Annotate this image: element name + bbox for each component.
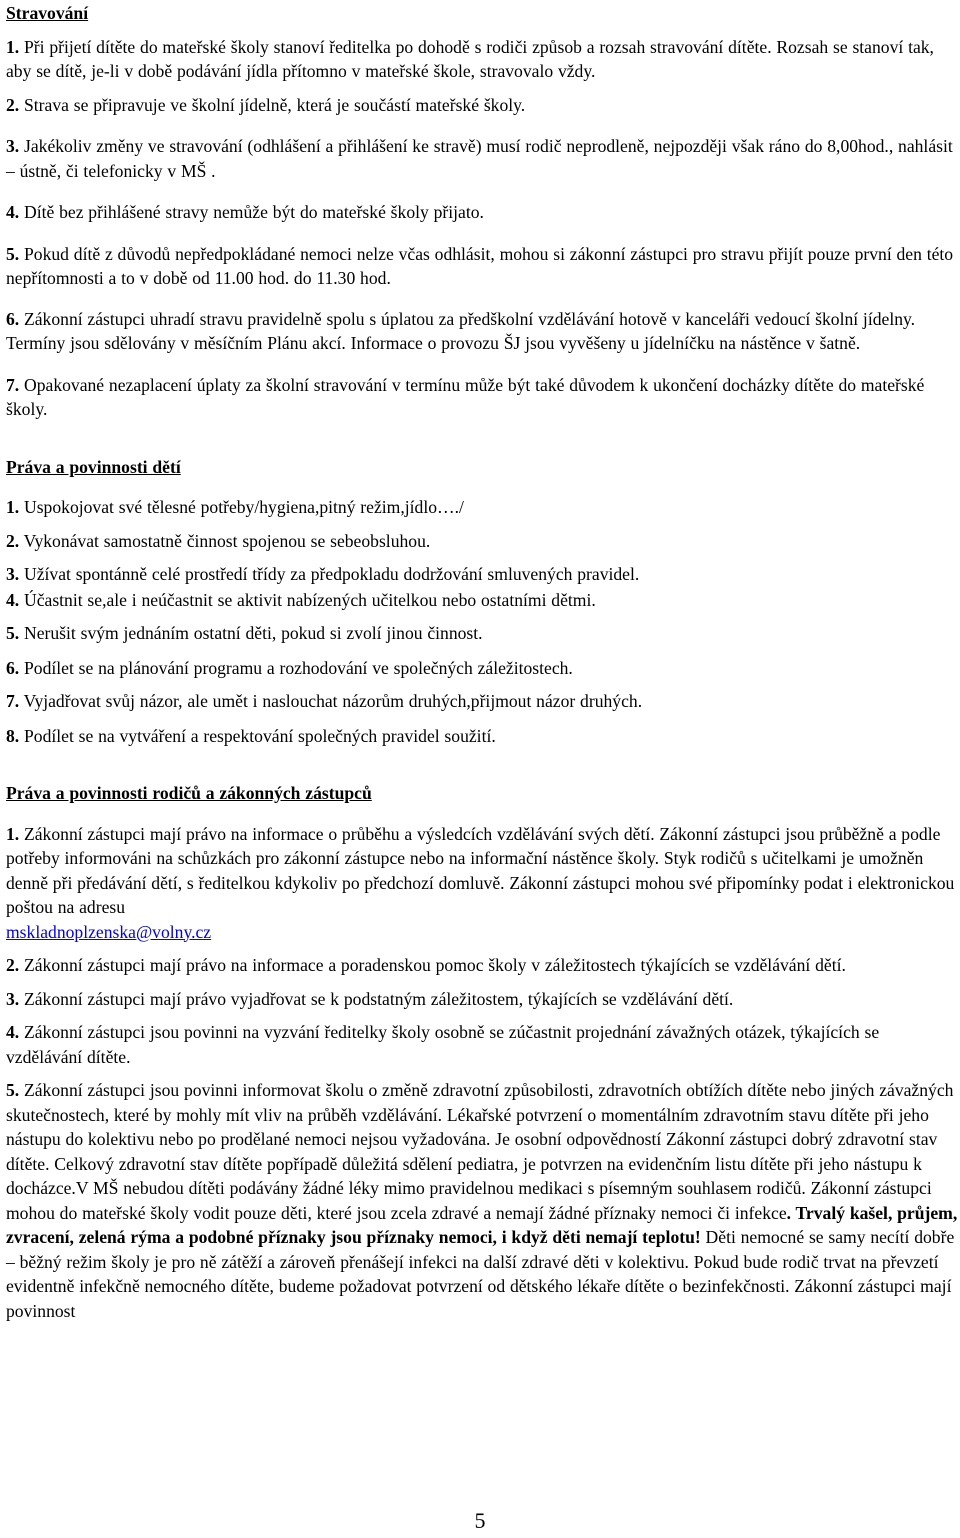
section-heading-prava-rodicu: Práva a povinnosti rodičů a zákonných zástupců <box>6 783 372 803</box>
item-text: Pokud dítě z důvodů nepředpokládané nemoci nelze včas odhlásit, mohou si zákonní zástupci pro stravu přijít pouze první den této nepřítomnosti a to v době od 11.00 hod. do 11.30 hod. <box>6 243 954 288</box>
item-text: Nerušit svým jednáním ostatní děti, pokud si zvolí jinou činnost. <box>19 623 483 643</box>
item-number: 1. <box>6 823 20 844</box>
item-number: 6. <box>6 657 20 678</box>
item-number: 3. <box>6 988 20 1009</box>
section-heading-stravovani: Stravování <box>6 3 89 23</box>
item-number: 2. <box>6 530 20 551</box>
item-text: Opakované nezaplacení úplaty za školní stravování v termínu může být také důvodem k ukončení docházky dítěte do mateřské školy. <box>6 374 925 419</box>
stravovani-item-6 <box>6 307 958 356</box>
item-number: 3. <box>6 136 20 156</box>
prava-deti-item-4 <box>6 588 958 613</box>
email-link[interactable]: mskladnoplzenska@volny.cz <box>6 921 212 942</box>
item-number: 6. <box>6 308 20 329</box>
item-text: Jakékoliv změny ve stravování (odhlášení a přihlášení ke stravě) musí rodič neprodleně, nejpozději však ráno do 8,00hod., nahlásit – ústně, či telefonicky v MŠ . <box>6 136 953 181</box>
item-text: Vykonávat samostatně činnost spojenou se sebeobsluhou. <box>19 530 431 551</box>
stravovani-item-5 <box>6 242 958 291</box>
item-number: 4. <box>6 202 20 222</box>
prava-deti-item-2 <box>6 529 958 554</box>
document-page <box>6 0 958 1323</box>
page-number: 5 <box>474 1508 486 1533</box>
prava-rodicu-item-3 <box>6 987 958 1012</box>
item-text: Zákonní zástupci uhradí stravu pravidelně spolu s úplatou za předškolní vzdělávání hotově v kanceláři vedoucí školní jídelny. Termíny jsou sdělovány v měsíčním Plánu akcí. Informace o provozu ŠJ jsou vyvěšeny u jídelníčku na nástěnce v šatně. <box>6 308 916 353</box>
stravovani-item-1 <box>6 35 958 84</box>
item-number: 8. <box>6 725 20 746</box>
item-number: 4. <box>6 589 20 610</box>
item-bold-warning: . Trvalý kašel, průjem, zvracení, zelená rýma a podobné příznaky jsou příznaky nemoci, i když děti nemají teplotu! <box>6 1202 958 1247</box>
prava-deti-item-3 <box>6 562 958 587</box>
item-text: Dítě bez přihlášené stravy nemůže být do mateřské školy přijato. <box>19 202 484 222</box>
stravovani-item-4 <box>6 200 958 225</box>
item-text: Účastnit se,ale i neúčastnit se aktivit nabízených učitelkou nebo ostatními dětmi. <box>19 589 596 610</box>
item-text: Užívat spontánně celé prostředí třídy za předpokladu dodržování smluvených pravidel. <box>19 564 640 584</box>
item-text: Zákonní zástupci mají právo vyjadřovat se k podstatným záležitostem, týkajících se vzdělávání dětí. <box>19 988 734 1009</box>
item-number: 5. <box>6 1080 20 1100</box>
item-text: Uspokojovat své tělesné potřeby/hygiena,pitný režim,jídlo…./ <box>19 497 464 517</box>
item-text: Podílet se na plánování programu a rozhodování ve společných záležitostech. <box>19 657 573 678</box>
stravovani-item-2 <box>6 93 958 118</box>
section-heading-prava-deti: Práva a povinnosti dětí <box>6 456 181 477</box>
item-number: 7. <box>6 691 20 711</box>
item-text: Vyjadřovat svůj názor, ale umět i naslouchat názorům druhých,přijmout názor druhých. <box>19 691 643 711</box>
prava-rodicu-item-2 <box>6 953 958 978</box>
prava-rodicu-item-5 <box>6 1078 958 1323</box>
item-text: Zákonní zástupci mají právo na informace o průběhu a výsledcích vzdělávání svých dětí. Zákonní zástupci jsou průběžně a podle potřeby informováni na schůzkách pro zákonní zástupce nebo na informační nástěnce školy. Styk rodičů s učitelkami je umožněn denně při předávání dětí, s ředitelkou kdykoliv po předchozí domluvě. Zákonní zástupci mohou své připomínky podat i elektronickou poštou na adresu <box>6 823 955 917</box>
prava-deti-item-8 <box>6 724 958 749</box>
prava-rodicu-item-4 <box>6 1020 958 1069</box>
item-text: Zákonní zástupci jsou povinni na vyzvání ředitelky školy osobně se zúčastnit projednání závažných otázek, týkajících se vzdělávání dítěte. <box>6 1022 880 1067</box>
item-text: Strava se připravuje ve školní jídelně, která je součástí mateřské školy. <box>19 94 526 115</box>
item-number: 5. <box>6 623 20 643</box>
item-number: 4. <box>6 1022 20 1042</box>
item-text: Při přijetí dítěte do mateřské školy stanoví ředitelka po dohodě s rodiči způsob a rozsah stravování dítěte. Rozsah se stanoví tak, aby se dítě, je-li v době podávání jídla přítomno v mateřské škole, stravovalo vždy. <box>6 36 934 81</box>
item-number: 1. <box>6 36 20 57</box>
prava-deti-item-7 <box>6 689 958 714</box>
item-text: Děti nemocné se samy necítí dobře – běžný režim školy je pro ně zátěží a zároveň přenášejí infekci na další zdravé děti v kolektivu. Pokud bude rodič trvat na převzetí evidentně infekčně nemocného dítěte, budeme požadovat potvrzení od dětského lékaře dítěte o bezinfekčnosti. Zákonní zástupci mají povinnost <box>6 1227 955 1321</box>
item-number: 3. <box>6 564 20 584</box>
prava-deti-item-5 <box>6 621 958 646</box>
prava-deti-item-1 <box>6 495 958 520</box>
item-number: 1. <box>6 497 20 517</box>
item-number: 2. <box>6 94 20 115</box>
item-text: Podílet se na vytváření a respektování společných pravidel soužití. <box>19 725 496 746</box>
stravovani-item-7 <box>6 373 958 422</box>
item-text: Zákonní zástupci mají právo na informace a poradenskou pomoc školy v záležitostech týkajících se vzdělávání dětí. <box>19 955 846 975</box>
item-number: 2. <box>6 955 20 975</box>
item-number: 5. <box>6 243 20 264</box>
prava-deti-item-6 <box>6 656 958 681</box>
item-number: 7. <box>6 374 20 395</box>
item-text: Zákonní zástupci jsou povinni informovat školu o změně zdravotní způsobilosti, zdravotních obtížích dítěte nebo jiných závažných skutečnostech, které by mohly mít vliv na průběh vzdělávání. Lékařské potvrzení o momentálním zdravotním stavu dítěte při jeho nástupu do kolektivu nebo po prodělané nemoci nejsou vyžadována. Je osobní odpovědností Zákonní zástupci dobrý zdravotní stav dítěte. Celkový zdravotní stav dítěte popřípadě důležitá sdělení pediatra, je potvrzen na evidenčním listu dítěte při jeho nástupu k docházce.V MŠ nebudou dítěti podávány žádné léky mimo pravidelnou medikaci s písemným souhlasem rodičů. Zákonní zástupci mohou do mateřské školy vodit pouze děti, které jsou zcela zdravé a nemají žádné příznaky nemoci či infekce <box>6 1080 954 1223</box>
stravovani-item-3 <box>6 134 958 183</box>
prava-rodicu-item-1 <box>6 822 958 945</box>
